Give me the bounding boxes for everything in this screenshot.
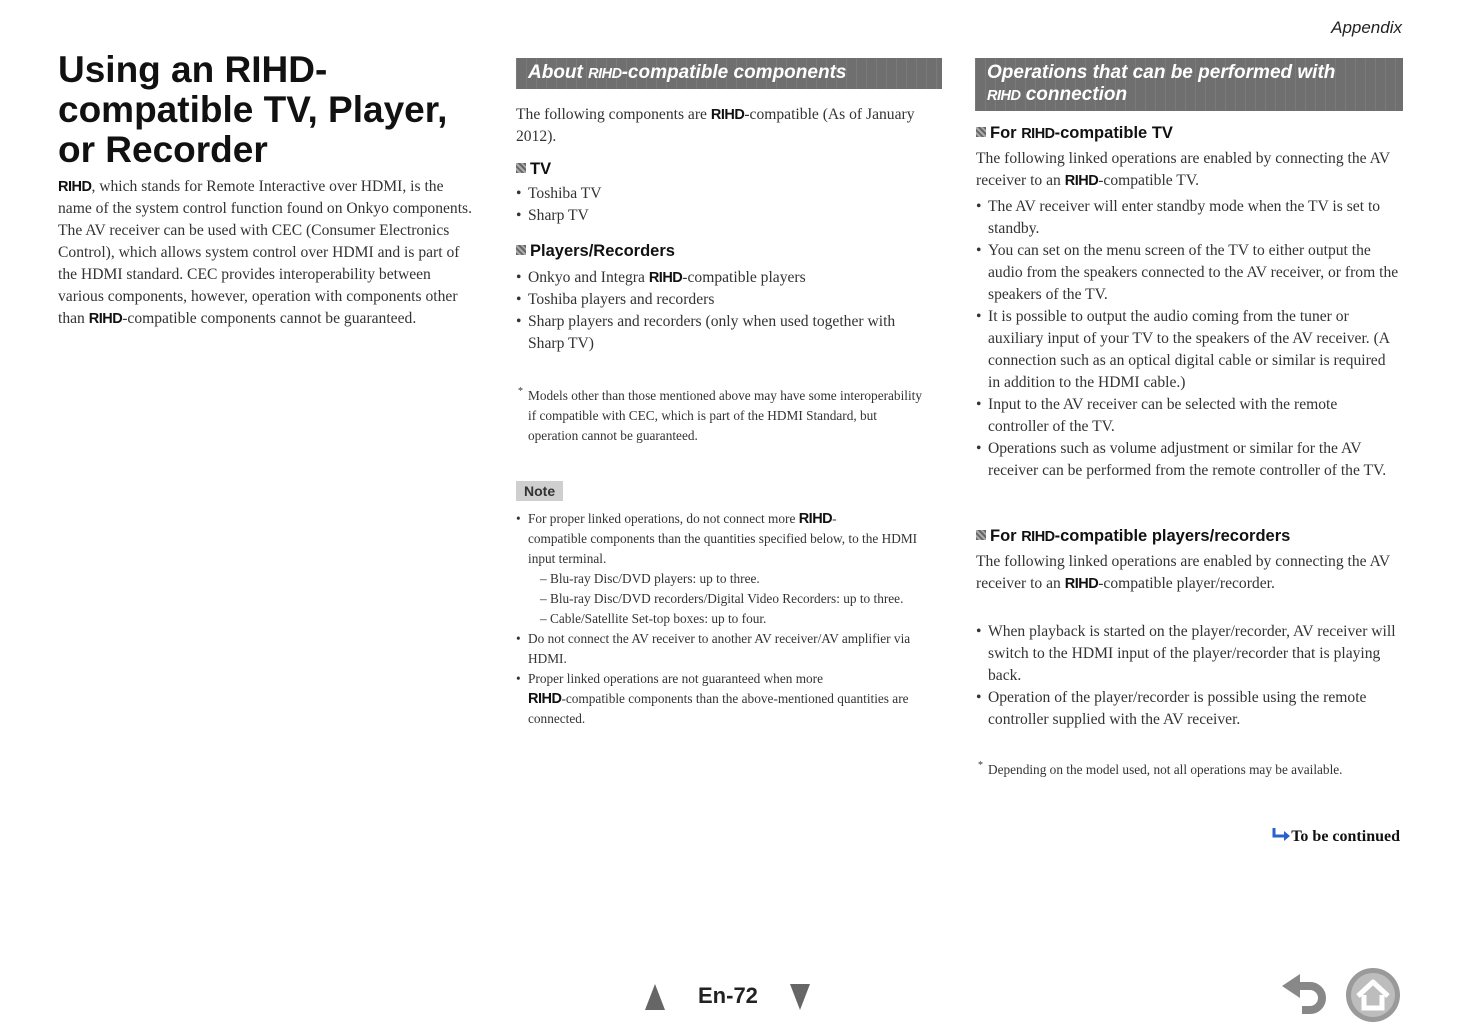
list-item: • For proper linked operations, do not connect more RIHD- compatible components than the quantities specified below, to the HDMI input terminal. – Blu-ray Disc/DVD players: up to three. – Blu-ray Disc/DVD recorders/Digital Video Recorders: up to three. – Cable/Satellite Set-top boxes: up to four. xyxy=(516,509,930,629)
rihd-logo: RIHD xyxy=(88,311,123,327)
about-footnote: * Models other than those mentioned above may have some interoperability if compatible with CEC, which is part of the HDMI Standard, but operation cannot be guaranteed. xyxy=(518,386,922,443)
list-item: • Sharp TV xyxy=(516,205,936,227)
rihd-logo: RIHD xyxy=(528,691,562,707)
rihd-logo: RIHD xyxy=(588,66,622,82)
rihd-logo: RIHD xyxy=(1064,173,1099,189)
about-lead: The following components are RIHD-compatible (As of January 2012). xyxy=(516,106,915,145)
square-bullet-icon xyxy=(976,127,986,137)
rihd-logo: RIHD xyxy=(987,88,1021,104)
rihd-logo: RIHD xyxy=(710,107,745,123)
rihd-logo: RIHD xyxy=(1021,126,1055,142)
note-dash-item: – Blu-ray Disc/DVD players: up to three. xyxy=(540,571,760,586)
list-item: • When playback is started on the player/recorder, AV receiver will switch to the HDMI input of the player/recorder that is playing back. xyxy=(976,621,1400,687)
note-dash-item: – Cable/Satellite Set-top boxes: up to four. xyxy=(540,611,767,626)
tv-list xyxy=(516,183,936,227)
players-subheading: Players/Recorders xyxy=(516,242,675,261)
section-label: Appendix xyxy=(1331,18,1402,37)
list-item: • Proper linked operations are not guaranteed when more RIHD-compatible components than the above-mentioned quantities are connected. xyxy=(516,669,930,729)
square-bullet-icon xyxy=(516,245,526,255)
prev-page-icon[interactable] xyxy=(645,984,665,1010)
note-list xyxy=(516,509,930,729)
rihd-logo: RIHD xyxy=(648,270,683,286)
list-item: • Do not connect the AV receiver to another AV receiver/AV amplifier via HDMI. xyxy=(516,629,930,669)
for-players-lead: The following linked operations are enabled by connecting the AV receiver to an RIHD-compatible player/recorder. xyxy=(976,553,1390,592)
list-item: • Operations such as volume adjustment or similar for the AV receiver can be performed from the remote controller of the TV. xyxy=(976,438,1400,482)
continued-link[interactable]: To be continued xyxy=(1271,828,1400,846)
list-item: • Input to the AV receiver can be selected with the remote controller of the TV. xyxy=(976,394,1400,438)
page-title: Using an RIHD-compatible TV, Player, or Recorder xyxy=(58,49,448,170)
for-players-list xyxy=(976,621,1400,731)
home-icon[interactable] xyxy=(1344,966,1402,1024)
page-number: En-72 xyxy=(698,983,758,1008)
back-arrow-icon[interactable] xyxy=(1280,974,1332,1022)
list-item: • Onkyo and Integra RIHD-compatible players xyxy=(516,267,926,289)
rihd-logo: RIHD xyxy=(798,511,833,527)
list-item: • Toshiba TV xyxy=(516,183,936,205)
tv-subheading: TV xyxy=(516,160,551,179)
note-label: Note xyxy=(516,481,563,501)
list-item: • Operation of the player/recorder is possible using the remote controller supplied with the AV receiver. xyxy=(976,687,1400,731)
list-item: • The AV receiver will enter standby mode when the TV is set to standby. xyxy=(976,196,1400,240)
list-item: • You can set on the menu screen of the TV to either output the audio from the speakers connected to the AV receiver, or from the speakers of the TV. xyxy=(976,240,1400,306)
continue-arrow-icon xyxy=(1271,828,1291,842)
about-heading: About RIHD-compatible components xyxy=(516,58,942,89)
square-bullet-icon xyxy=(976,530,986,540)
rihd-logo: RIHD xyxy=(58,179,92,195)
list-item: • It is possible to output the audio coming from the tuner or auxiliary input of your TV to the speakers of the AV receiver. (A connection such as an optical digital cable or similar is required in addition to the HDMI cable.) xyxy=(976,306,1400,394)
operations-heading: Operations that can be performed with RIHD connection xyxy=(975,58,1403,111)
intro-paragraph: RIHD, which stands for Remote Interactive over HDMI, is the name of the system control function found on Onkyo components. The AV receiver can be used with CEC (Consumer Electronics Control), which allows system control over HDMI and is part of the HDMI standard. CEC provides interoperability between various components, however, operation with components other than RIHD-compatible components cannot be guaranteed. xyxy=(58,178,473,327)
square-bullet-icon xyxy=(516,163,526,173)
note-dash-item: – Blu-ray Disc/DVD recorders/Digital Video Recorders: up to three. xyxy=(540,591,904,606)
operations-footnote: * Depending on the model used, not all operations may be available. xyxy=(978,760,1343,777)
list-item: • Toshiba players and recorders xyxy=(516,289,926,311)
for-tv-list xyxy=(976,196,1400,482)
for-tv-subheading: For RIHD-compatible TV xyxy=(976,124,1173,143)
rihd-logo: RIHD xyxy=(1021,529,1055,545)
list-item: • Sharp players and recorders (only when used together with Sharp TV) xyxy=(516,311,926,355)
players-list xyxy=(516,267,926,355)
rihd-logo: RIHD xyxy=(1064,576,1099,592)
next-page-icon[interactable] xyxy=(790,984,810,1010)
for-tv-lead: The following linked operations are enabled by connecting the AV receiver to an RIHD-compatible TV. xyxy=(976,150,1390,189)
for-players-subheading: For RIHD-compatible players/recorders xyxy=(976,527,1290,546)
